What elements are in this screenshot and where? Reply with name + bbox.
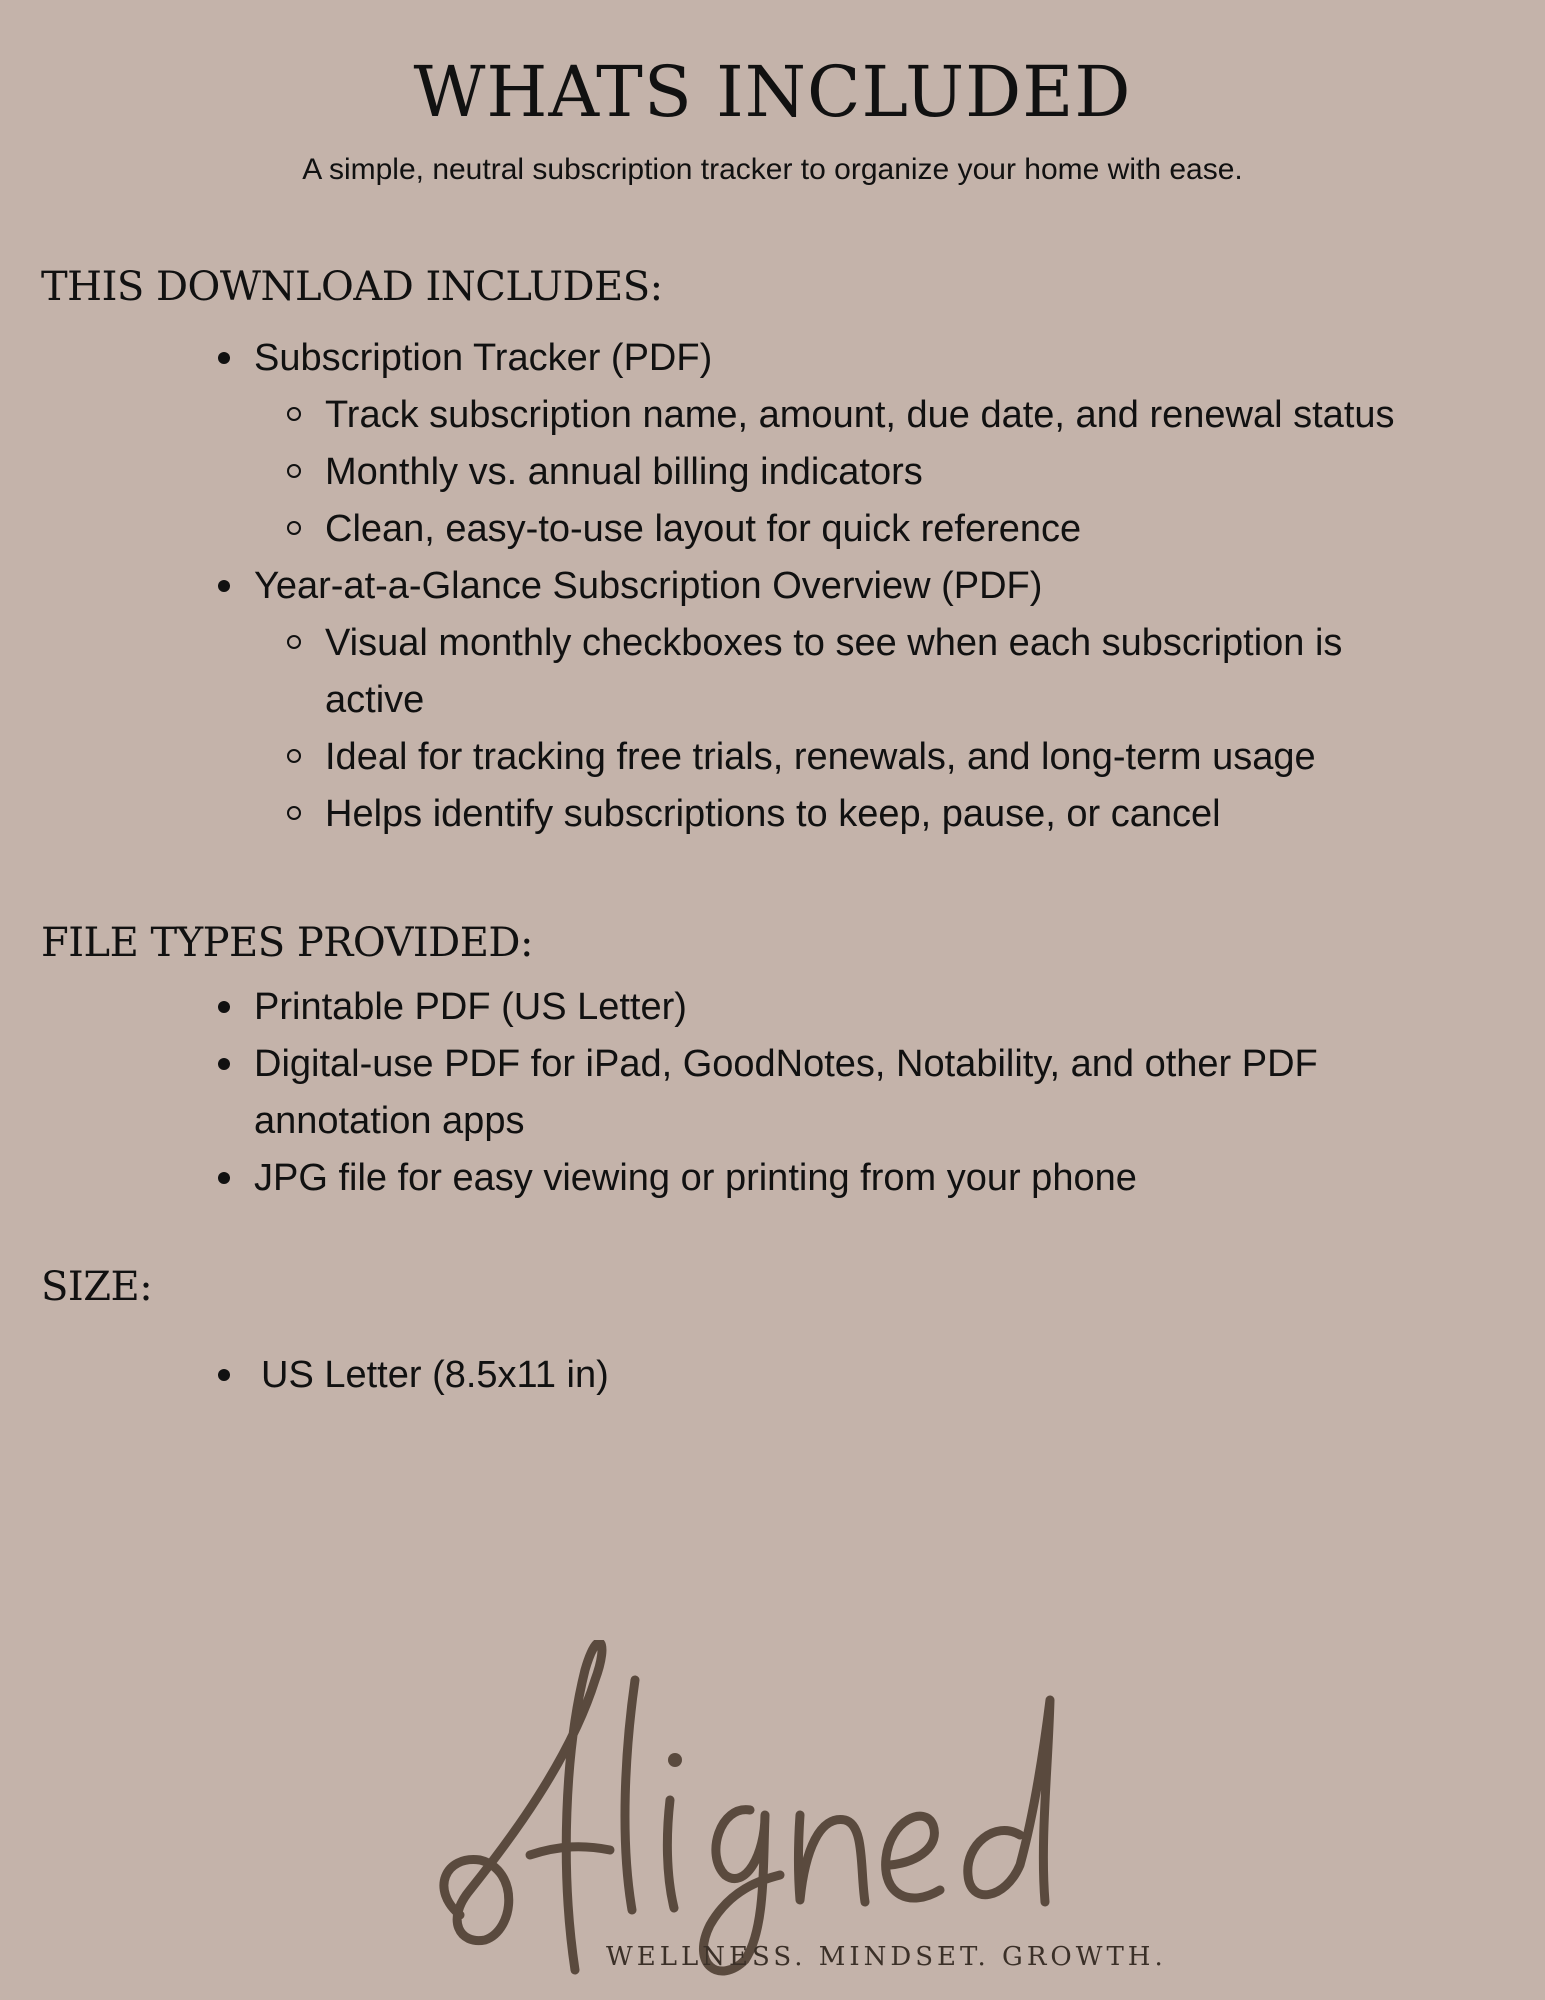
list-item-label: Year-at-a-Glance Subscription Overview (PDF) [254, 565, 1043, 607]
page-subtitle: A simple, neutral subscription tracker to organize your home with ease. [302, 153, 1243, 186]
list-item-label: Printable PDF (US Letter) [254, 986, 687, 1028]
brand-tagline: WELLNESS. MINDSET. GROWTH. [606, 1942, 1167, 1972]
hollow-bullet-icon [287, 464, 301, 478]
bullet-icon [218, 352, 230, 364]
sublist-item [325, 501, 1434, 558]
sublist-item-label: Helps identify subscriptions to keep, pause, or cancel [325, 793, 1221, 835]
list-item [254, 1036, 1434, 1150]
download-includes-list [254, 330, 1434, 843]
aligned-logo [420, 1640, 1140, 1980]
sublist-item [325, 444, 1434, 501]
hollow-bullet-icon [287, 635, 301, 649]
list-item-label: US Letter (8.5x11 in) [261, 1354, 609, 1396]
list-item [254, 558, 1434, 843]
bullet-icon [218, 1001, 230, 1013]
sublist-item-label: Monthly vs. annual billing indicators [325, 451, 923, 493]
bullet-icon [218, 1172, 230, 1184]
hollow-bullet-icon [287, 407, 301, 421]
list-item-label: JPG file for easy viewing or printing from your phone [254, 1157, 1137, 1199]
sublist-item-label: Visual monthly checkboxes to see when each subscription is active [325, 622, 1343, 721]
bullet-icon [218, 1369, 230, 1381]
sublist-item [325, 387, 1434, 444]
file-types-list [254, 979, 1434, 1207]
hollow-bullet-icon [287, 521, 301, 535]
logo-dot [668, 1753, 682, 1767]
file-types-heading: FILE TYPES PROVIDED: [41, 920, 533, 966]
sublist-item-label: Clean, easy-to-use layout for quick reference [325, 508, 1082, 550]
page-title: WHATS INCLUDED [413, 51, 1132, 133]
list-item-label: Subscription Tracker (PDF) [254, 337, 713, 379]
sublist [254, 387, 1434, 558]
list-item [254, 1347, 1434, 1404]
hollow-bullet-icon [287, 806, 301, 820]
bullet-icon [218, 580, 230, 592]
sublist-item [325, 615, 1434, 729]
list-item [254, 330, 1434, 558]
download-includes-heading: THIS DOWNLOAD INCLUDES: [41, 264, 663, 310]
sublist-item [325, 729, 1434, 786]
sublist-item [325, 786, 1434, 843]
bullet-icon [218, 1058, 230, 1070]
size-heading: SIZE: [41, 1264, 153, 1310]
size-list [254, 1347, 1434, 1404]
list-item [254, 1150, 1434, 1207]
sublist-item-label: Ideal for tracking free trials, renewals, and long-term usage [325, 736, 1316, 778]
sublist-item-label: Track subscription name, amount, due date, and renewal status [325, 394, 1395, 436]
list-item [254, 979, 1434, 1036]
list-item-label: Digital-use PDF for iPad, GoodNotes, Notability, and other PDF annotation apps [254, 1043, 1318, 1142]
sublist [254, 615, 1434, 843]
hollow-bullet-icon [287, 749, 301, 763]
